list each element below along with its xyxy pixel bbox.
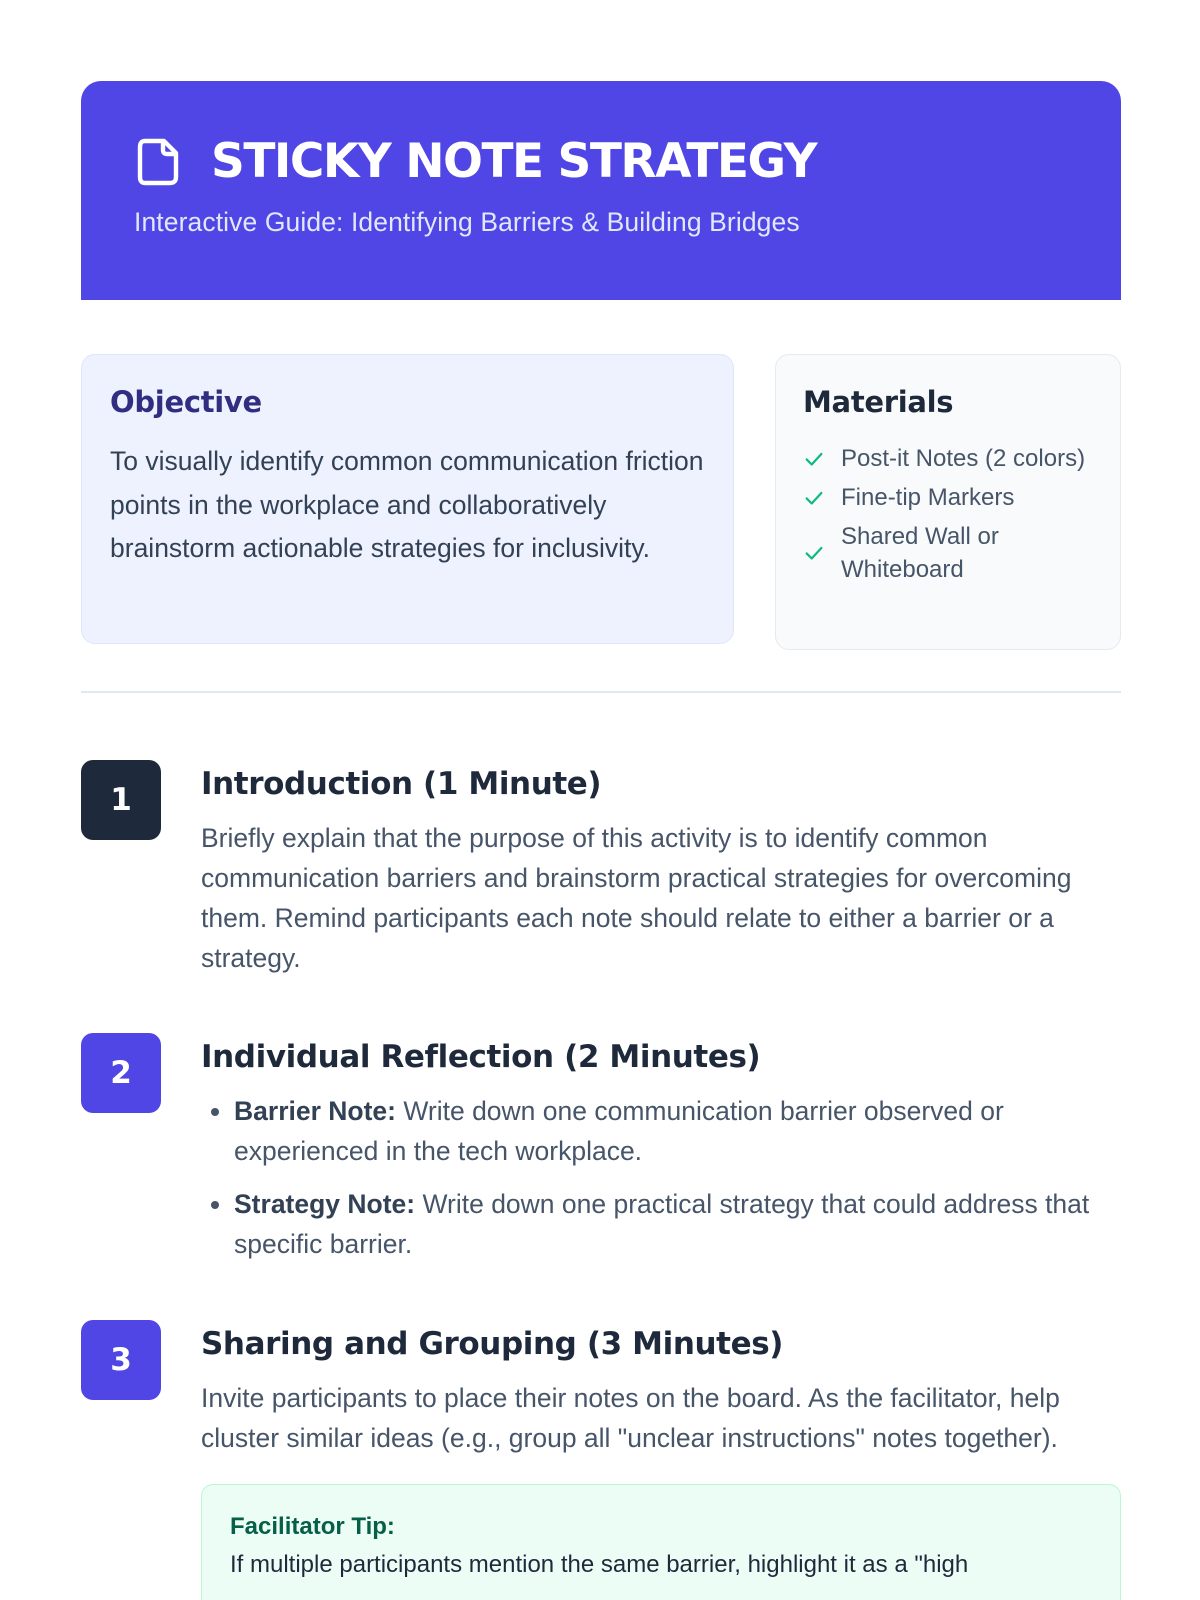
material-item	[803, 520, 1103, 586]
check-icon	[803, 487, 825, 509]
step-number-badge: 3	[81, 1320, 161, 1400]
document-icon	[135, 136, 183, 188]
step-text: Invite participants to place their notes on the board. As the facilitator, help cluster similar ideas (e.g., group all "unclear instructions" notes together).	[201, 1383, 1060, 1453]
list-item	[234, 1091, 1121, 1171]
check-icon	[803, 542, 825, 564]
bullet-lead: Strategy Note:	[234, 1189, 416, 1219]
bullet-text: Write down one practical strategy that could address that specific barrier.	[234, 1189, 1090, 1259]
section-divider	[81, 691, 1121, 693]
bullet-text: Write down one communication barrier observed or experienced in the tech workplace.	[234, 1096, 1004, 1166]
step-title: Individual Reflection (2 Minutes)	[201, 1039, 761, 1075]
header-banner	[81, 81, 1121, 300]
check-icon	[803, 448, 825, 470]
objective-text: To visually identify common communication friction points in the workplace and collaboratively brainstorm actionable strategies for inclusivity.	[110, 446, 704, 563]
step-number-badge: 1	[81, 760, 161, 840]
material-label: Post-it Notes (2 colors)	[841, 445, 1086, 472]
step-title: Sharing and Grouping (3 Minutes)	[201, 1326, 784, 1362]
step-body	[201, 1320, 1121, 1600]
objective-heading: Objective	[110, 385, 262, 419]
material-item	[803, 442, 1103, 475]
step-body	[201, 760, 1121, 978]
material-label: Shared Wall or Whiteboard	[841, 523, 999, 583]
tip-text: If multiple participants mention the same barrier, highlight it as a "high	[230, 1551, 969, 1578]
step-body	[201, 1033, 1121, 1277]
materials-card	[775, 354, 1121, 650]
material-label: Fine-tip Markers	[841, 484, 1015, 511]
step-text: Briefly explain that the purpose of this activity is to identify common communication barriers and brainstorm practical strategies for overcoming them. Remind participants each note should relate to either a barrier or a strategy.	[201, 823, 1072, 973]
step-bullet-list	[201, 1091, 1121, 1264]
bullet-lead: Barrier Note:	[234, 1096, 396, 1126]
page-title: STICKY NOTE STRATEGY	[211, 134, 817, 189]
facilitator-tip	[201, 1484, 1121, 1600]
step-title: Introduction (1 Minute)	[201, 766, 602, 802]
materials-list	[803, 442, 1103, 592]
header-title-row	[135, 133, 816, 191]
list-item	[234, 1184, 1121, 1264]
page-subtitle: Interactive Guide: Identifying Barriers & Building Bridges	[134, 207, 800, 237]
step-number-badge: 2	[81, 1033, 161, 1113]
material-item	[803, 481, 1103, 514]
tip-label: Facilitator Tip:	[230, 1513, 395, 1540]
materials-heading: Materials	[803, 385, 954, 419]
objective-card	[81, 354, 734, 644]
